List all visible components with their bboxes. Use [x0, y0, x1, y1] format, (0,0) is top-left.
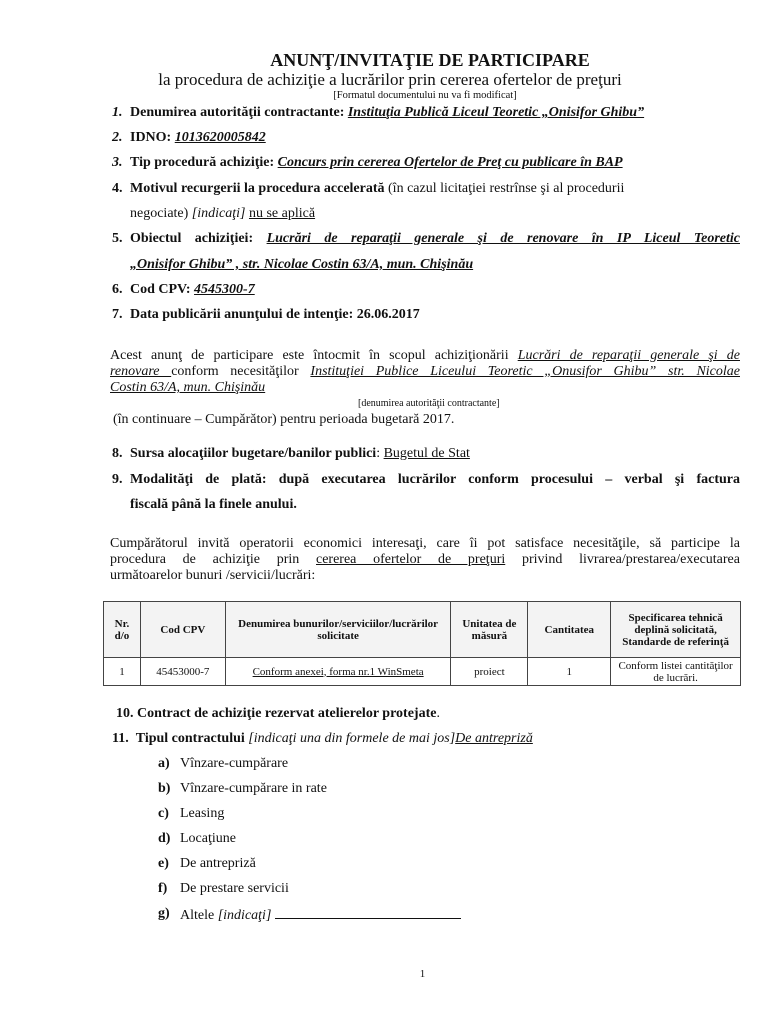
list-item-letter: d)	[158, 831, 171, 846]
authority-note: [denumirea autorităţii contractante]	[358, 398, 500, 409]
intro-line-3	[110, 380, 265, 396]
intro-line-2	[110, 364, 740, 380]
invite-text-c: privind livrarea/prestarea/executarea	[505, 552, 740, 567]
item-10-number: 10.	[116, 706, 134, 721]
header-unit: Unitatea de măsură	[451, 602, 528, 658]
invite-line-1: Cumpărătorul invită operatorii economici interesaţi, care îi pot satisface necesităţile, să participe la	[110, 536, 740, 551]
item-1	[130, 105, 644, 121]
list-item: Vînzare-cumpărare	[180, 756, 289, 771]
header-spec: Specificarea tehnică deplină solicitată, Standarde de referinţă	[611, 602, 741, 658]
list-item-text: Altele	[180, 908, 218, 923]
item-9-number: 9.	[112, 472, 123, 487]
item-9-line-1: Modalităţi de plată: după executarea lucrărilor conform procesului – verbal şi factura	[130, 472, 740, 487]
item-8-separator: :	[376, 446, 384, 461]
format-note: [Formatul documentului nu va fi modificat]	[333, 90, 517, 101]
intro-text-d: conform necesităţilor	[171, 364, 311, 379]
table-header-row	[104, 602, 741, 658]
intro-object-a: Lucrări de reparaţii generale şi de	[517, 348, 740, 363]
item-10	[116, 706, 440, 722]
list-item: Leasing	[180, 806, 225, 821]
item-3-number: 3.	[112, 155, 123, 170]
invite-procedure: cererea ofertelor de preţuri	[316, 552, 506, 567]
cell-spec: Conform listei cantităţilor de lucrări.	[611, 658, 741, 686]
item-5-value-1: Lucrări de reparaţii generale şi de renovare în IP Liceul Teoretic	[266, 231, 740, 246]
item-11-label: Tipul contractului	[135, 731, 249, 746]
item-2-number: 2.	[112, 130, 123, 145]
item-4-line2a: negociate)	[130, 206, 192, 221]
item-2	[130, 130, 266, 146]
item-4	[130, 181, 624, 197]
item-3	[130, 155, 623, 171]
item-5-line2	[130, 257, 473, 273]
item-8-value: Bugetul de Stat	[383, 446, 470, 461]
item-2-value: 1013620005842	[174, 130, 266, 145]
cell-name: Conform anexei, forma nr.1 WinSmeta	[225, 658, 451, 686]
item-8-label: Sursa alocaţiilor bugetare/banilor publici	[130, 446, 377, 461]
page-number: 1	[419, 968, 426, 980]
item-11-number: 11.	[112, 731, 129, 746]
items-table	[103, 601, 741, 686]
list-item: De antrepriză	[180, 856, 256, 871]
fill-in-line[interactable]	[275, 906, 461, 919]
list-item: Vînzare-cumpărare in rate	[180, 781, 327, 796]
item-8	[130, 446, 470, 462]
item-7-number: 7.	[112, 307, 123, 322]
list-item-hint: [indicaţi]	[217, 908, 272, 923]
header-nr: Nr. d/o	[104, 602, 141, 658]
item-4-hint: [indicaţi]	[191, 206, 246, 221]
item-10-label: Contract de achiziţie rezervat atelierelor protejate	[137, 706, 437, 721]
document-title: ANUNŢ/INVITAŢIE DE PARTICIPARE	[270, 50, 590, 70]
item-1-label: Denumirea autorităţii contractante:	[130, 105, 348, 120]
list-item-letter: g)	[158, 906, 170, 921]
item-3-label: Tip procedură achiziţie:	[130, 155, 278, 170]
list-item-letter: b)	[158, 781, 171, 796]
item-4-number: 4.	[112, 181, 123, 196]
list-item-letter: c)	[158, 806, 169, 821]
cell-quantity: 1	[528, 658, 611, 686]
intro-line-1	[110, 348, 740, 364]
item-11	[112, 731, 533, 747]
item-5-label: Obiectul achiziţiei:	[130, 231, 267, 246]
list-item-letter: a)	[158, 756, 170, 771]
intro-line-4: (în continuare – Cumpărător) pentru perioada bugetară 2017.	[113, 412, 455, 427]
cell-cpv: 45453000-7	[140, 658, 225, 686]
header-quantity: Cantitatea	[528, 602, 611, 658]
item-11-hint: [indicaţi una din formele de mai jos]	[248, 731, 456, 746]
intro-text-a: Acest anunţ de participare este întocmit în scopul achiziţionării	[110, 348, 518, 363]
cell-nr: 1	[104, 658, 141, 686]
item-6	[130, 282, 255, 298]
intro-object-b: renovare	[110, 364, 172, 379]
list-item: Locaţiune	[180, 831, 236, 846]
table-row	[104, 658, 741, 686]
item-10-dot: .	[436, 706, 440, 721]
item-11-value: De antrepriză	[455, 731, 533, 746]
intro-authority-a: Instituţiei Publice Liceului Teoretic „Onusifor Ghibu” str. Nicolae	[310, 364, 740, 379]
item-1-value: Instituţia Publică Liceul Teoretic „Onisifor Ghibu”	[347, 105, 645, 120]
header-cpv: Cod CPV	[140, 602, 225, 658]
item-3-value: Concurs prin cererea Ofertelor de Preţ cu publicare în BAP	[277, 155, 623, 170]
item-4-value: nu se aplică	[248, 206, 316, 221]
list-item-letter: e)	[158, 856, 169, 871]
item-2-label: IDNO:	[130, 130, 175, 145]
intro-authority-b: Costin 63/A, mun. Chişinău	[110, 380, 266, 395]
item-7	[130, 307, 420, 323]
list-item: De prestare servicii	[180, 881, 289, 896]
item-8-number: 8.	[112, 446, 123, 461]
item-5-number: 5.	[112, 231, 123, 246]
invite-text-a: procedura de achiziţie prin	[110, 552, 316, 567]
invite-line-3: următoarelor bunuri /servicii/lucrări:	[110, 568, 316, 583]
item-6-label: Cod CPV:	[130, 282, 195, 297]
item-4-label: Motivul recurgerii la procedura accelerată	[130, 181, 385, 196]
invite-line-2	[110, 552, 740, 568]
cell-unit: proiect	[451, 658, 528, 686]
list-item-letter: f)	[158, 881, 168, 896]
item-6-value: 4545300-7	[194, 282, 255, 297]
list-item-other	[180, 906, 461, 924]
item-1-number: 1.	[112, 105, 123, 120]
item-5-value-2: „Onisifor Ghibu” , str. Nicolae Costin 63/A, mun. Chişinău	[130, 257, 474, 272]
header-name: Denumirea bunurilor/serviciilor/lucrărilor solicitate	[225, 602, 451, 658]
item-4-line2	[130, 206, 315, 222]
document-subtitle: la procedura de achiziţie a lucrărilor prin cererea ofertelor de preţuri	[158, 70, 622, 89]
item-6-number: 6.	[112, 282, 123, 297]
item-5	[130, 231, 740, 247]
item-9-line-2: fiscală până la finele anului.	[130, 497, 297, 512]
item-4-text: (în cazul licitaţiei restrînse şi al procedurii	[384, 181, 625, 196]
item-7-label: Data publicării anunţului de intenţie: 26.06.2017	[130, 307, 420, 322]
